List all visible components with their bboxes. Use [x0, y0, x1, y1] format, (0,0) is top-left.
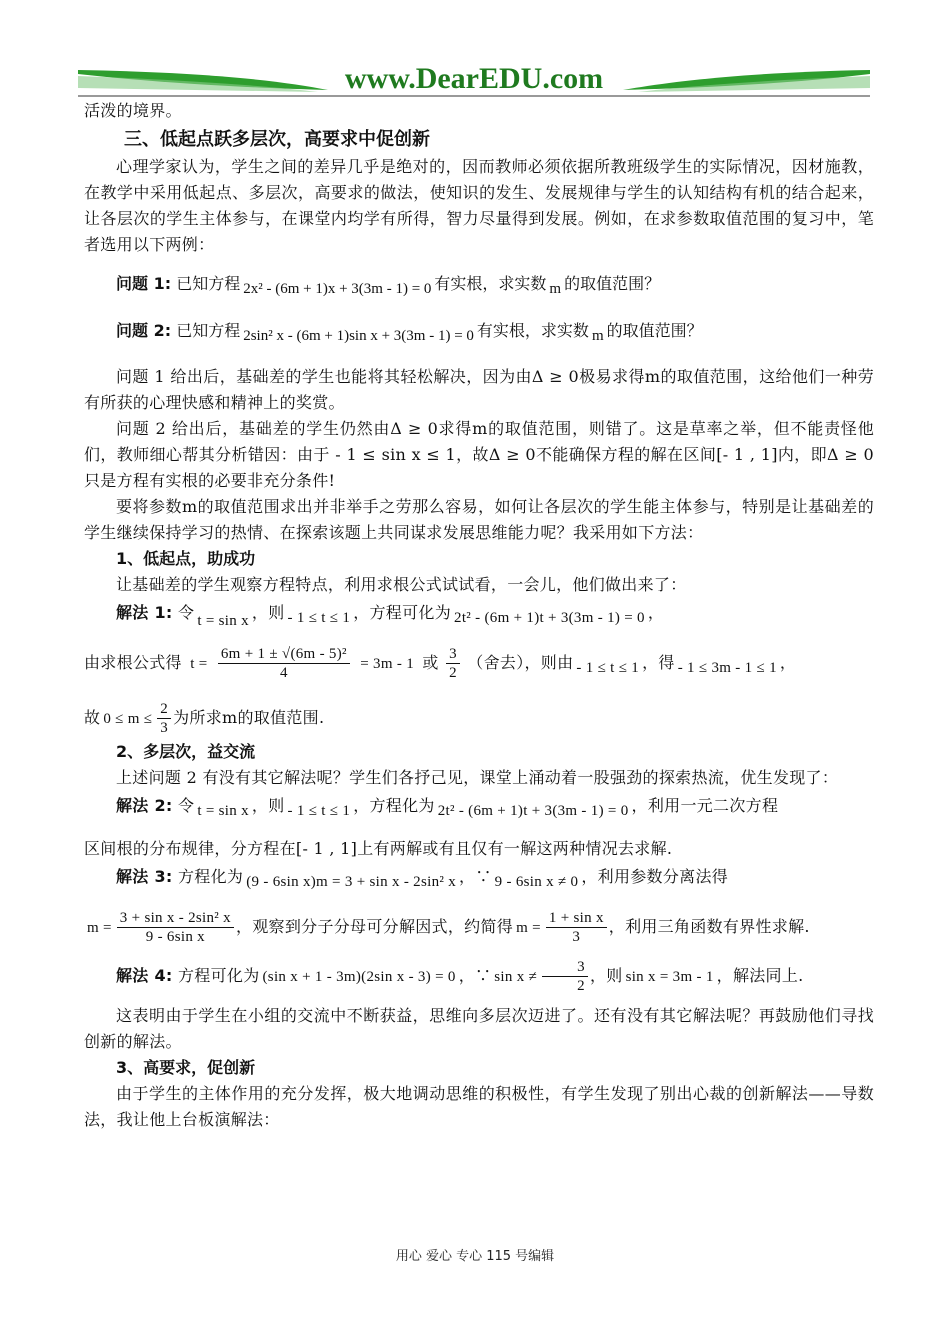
- section-heading: 三、低起点跃多层次，高要求中促创新: [124, 129, 430, 150]
- denominator: 3: [572, 929, 581, 945]
- text: ，利用参数分离法得: [581, 867, 729, 886]
- numerator: 3 + sin x - 2sin² x: [117, 909, 234, 928]
- root-formula-line: [84, 643, 874, 684]
- paragraph: 活泼的境界。: [84, 101, 182, 120]
- paragraph: 心理学家认为，学生之间的差异几乎是绝对的，因而教师必须依据所教班级学生的实际情况，因材施教，在教学中采用低起点、多层次，高要求的做法，使知识的发生、发展规律与学生的认知结构有机的结合起来，让各层次的学生主体参与，在课堂内均学有所得，智力尽量得到发展。例如，在求参数取值范围的复习中，笔者选用以下两例：: [84, 157, 874, 254]
- fraction: [542, 958, 588, 995]
- text: 方程可化为: [178, 966, 260, 985]
- variable: t =: [190, 656, 208, 672]
- denominator: 4: [279, 665, 288, 681]
- method-label: 解法 4:: [116, 966, 173, 985]
- inequality: - 1 ≤ 3m - 1 ≤ 1: [677, 660, 777, 676]
- denominator: 3: [160, 720, 169, 736]
- equation: 2t² - (6m + 1)t + 3(3m - 1) = 0: [437, 803, 629, 819]
- method-label: 解法 3:: [116, 867, 173, 886]
- text: ，则: [589, 966, 623, 985]
- method-label: 解法 2:: [116, 796, 173, 815]
- equation: (9 - 6sin x)m = 3 + sin x - 2sin² x: [246, 874, 457, 890]
- text: ，方程化为: [353, 796, 435, 815]
- inequality: - 1 ≤ t ≤ 1: [576, 660, 640, 676]
- text: ，利用一元二次方程: [631, 796, 779, 815]
- variable: m =: [87, 920, 112, 936]
- equation: = 3m - 1: [360, 656, 414, 672]
- text: 方程化为: [178, 867, 244, 886]
- numerator: 2: [157, 700, 171, 719]
- inequality: - 1 ≤ t ≤ 1: [287, 803, 351, 819]
- method-4: [84, 956, 874, 997]
- text: 的取值范围？: [564, 274, 661, 293]
- denominator: 2: [577, 978, 585, 994]
- text: 令: [178, 603, 195, 622]
- denominator: 2: [449, 665, 457, 681]
- fraction: [117, 909, 234, 946]
- text: 有实根，求实数: [434, 274, 547, 293]
- numerator: 1 + sin x: [546, 909, 607, 928]
- text: ，解法同上.: [716, 966, 804, 985]
- page-footer: 用心 爱心 专心 115 号编辑: [395, 1249, 555, 1264]
- text: ，: [779, 653, 797, 672]
- variable: m: [549, 281, 562, 297]
- method-3-continued: [84, 907, 874, 948]
- method-2: [84, 791, 874, 822]
- equation: 2t² - (6m + 1)t + 3(3m - 1) = 0: [454, 610, 645, 626]
- fraction: [218, 645, 350, 682]
- fraction: [546, 909, 607, 946]
- paragraph: 问题 2 给出后，基础差的学生仍然由Δ ≥ 0求得m的取值范围，则错了。这是草率之举，但不能责怪他们，教师细心帮其分析错因：由于 - 1 ≤ sin x ≤ 1，故Δ ≥ 0不能确保方程的解在区间[- 1 , 1]内，即Δ ≥ 0只是方程有实根的必要非充分条件!: [84, 419, 874, 490]
- equation: sin x = 3m - 1: [625, 969, 714, 985]
- text: 已知方程: [176, 321, 241, 340]
- conclusion-line: [84, 698, 874, 739]
- text: ，利用三角函数有界性求解.: [608, 917, 810, 936]
- text: ，则: [251, 603, 285, 622]
- equation: t = sin x: [197, 803, 249, 819]
- paragraph: 让基础差的学生观察方程特点，利用求根公式试试看，一会儿，他们做出来了：: [116, 575, 687, 594]
- numerator: 3: [446, 645, 460, 664]
- variable: m: [591, 328, 604, 344]
- subsection-heading: 3、高要求，促创新: [116, 1058, 256, 1077]
- numerator: 6m + 1 ± √(6m - 5)²: [218, 645, 350, 664]
- text: 的取值范围？: [606, 321, 703, 340]
- text: 令: [178, 796, 195, 815]
- equation: t = sin x: [197, 613, 249, 629]
- header-swoosh-graphic: [78, 58, 870, 98]
- inequality: 0 ≤ m ≤: [103, 711, 153, 727]
- paragraph: 要将参数m的取值范围求出并非举手之劳那么容易，如何让各层次的学生能主体参与，特别是让基础差的学生继续保持学习的热情、在探索该题上共同谋求发展思维能力呢？我采用如下方法：: [84, 497, 874, 542]
- fraction: [157, 700, 171, 737]
- site-logo-text: www.DearEDU.com: [344, 62, 604, 95]
- text: ，得: [642, 653, 675, 672]
- text: 由求根公式得: [84, 653, 182, 672]
- text: 有实根，求实数: [476, 321, 589, 340]
- problem-1: [84, 270, 874, 299]
- paragraph: 区间根的分布规律，分方程在[- 1 , 1]上有两解或有且仅有一解这两种情况去求解.: [84, 839, 673, 858]
- fraction: [446, 645, 460, 682]
- problem-label: 问题 1:: [116, 274, 172, 293]
- paragraph: 由于学生的主体作用的充分发挥，极大地调动思维的积极性，有学生发现了别出心裁的创新解法——导数法，我让他上台板演解法：: [84, 1084, 874, 1129]
- text: ，观察到分子分母可分解因式，约简得: [235, 917, 514, 936]
- inequality: 9 - 6sin x ≠ 0: [494, 874, 579, 890]
- text: 或: [422, 653, 439, 672]
- problem-label: 问题 2:: [116, 321, 172, 340]
- paragraph: 这表明由于学生在小组的交流中不断获益，思维向多层次迈进了。还有没有其它解法呢？再鼓励他们寻找创新的解法。: [84, 1006, 874, 1051]
- document-body: [84, 98, 874, 1133]
- site-header-banner: [78, 58, 870, 98]
- paragraph: 上述问题 2 有没有其它解法呢？学生们各抒己见，课堂上涌动着一股强劲的探索热流，优生发现了：: [116, 768, 839, 787]
- subsection-heading: 1、低起点，助成功: [116, 549, 256, 568]
- text: （舍去），则由: [467, 653, 574, 672]
- text: ，∵: [459, 867, 492, 886]
- inequality: sin x ≠: [494, 969, 538, 985]
- text: ，∵: [458, 966, 492, 985]
- text: 为所求m的取值范围.: [173, 708, 325, 727]
- equation: (sin x + 1 - 3m)(2sin x - 3) = 0: [262, 969, 456, 985]
- problem-2: [84, 317, 874, 346]
- equation: 2sin² x - (6m + 1)sin x + 3(3m - 1) = 0: [243, 328, 474, 344]
- text: ，方程可化为: [353, 603, 452, 622]
- method-3: [84, 862, 874, 893]
- text: ，则: [251, 796, 285, 815]
- equation: 2x² - (6m + 1)x + 3(3m - 1) = 0: [243, 281, 432, 297]
- subsection-heading: 2、多层次，益交流: [116, 742, 256, 761]
- inequality: - 1 ≤ t ≤ 1: [287, 610, 351, 626]
- text: 已知方程: [176, 274, 241, 293]
- text: ，: [647, 603, 665, 622]
- method-1: [84, 598, 874, 629]
- paragraph: 问题 1 给出后，基础差的学生也能将其轻松解决，因为由Δ ≥ 0极易求得m的取值范围，这给他们一种劳有所获的心理快感和精神上的奖赏。: [84, 367, 874, 412]
- variable: m =: [516, 920, 541, 936]
- method-label: 解法 1:: [116, 603, 173, 622]
- numerator: 3: [542, 958, 588, 977]
- denominator: 9 - 6sin x: [145, 929, 205, 945]
- text: 故: [84, 708, 101, 727]
